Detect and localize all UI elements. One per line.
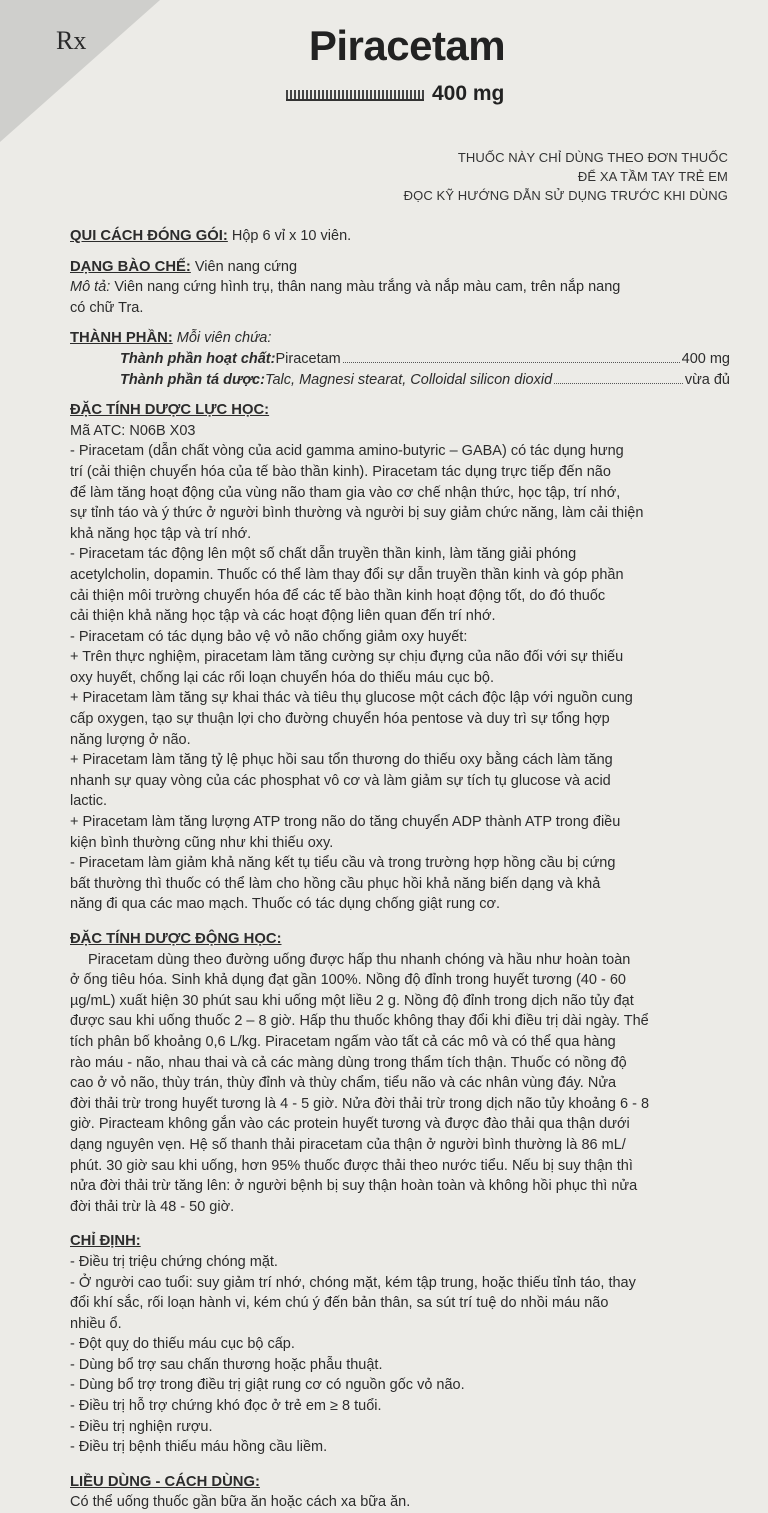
text-line: - Điều trị bệnh thiếu máu hồng cầu liềm. bbox=[70, 1439, 328, 1456]
text-line: - Điều trị triệu chứng chóng mặt. bbox=[70, 1253, 278, 1270]
form-heading: DẠNG BÀO CHẾ: bbox=[70, 258, 191, 275]
text-line: oxy huyết, chống lại các rối loạn chuyển hóa do thiếu máu cục bộ. bbox=[70, 669, 494, 686]
text-line: acetylcholin, dopamin. Thuốc có thể làm thay đổi sự dẫn truyền thần kinh và góp phần bbox=[70, 566, 624, 583]
text-line: bất thường thì thuốc có thể làm cho hồng cầu phục hồi khả năng biến dạng và khả bbox=[70, 875, 601, 892]
text-line: tích phân bố khoảng 0,6 L/kg. Piracetam ngấm vào tất cả các mô và có thể qua hàng bbox=[70, 1033, 616, 1050]
packaging-line bbox=[70, 226, 730, 247]
active-amount: 400 mg bbox=[681, 350, 730, 367]
text-line: - Dùng bổ trợ trong điều trị giật rung cơ có nguồn gốc vỏ não. bbox=[70, 1377, 465, 1394]
text-line: - Ở người cao tuổi: suy giảm trí nhớ, chóng mặt, kém tập trung, hoặc thiếu tỉnh táo, thay bbox=[70, 1274, 636, 1291]
text-line: để làm tăng hoạt động của vùng não tham gia vào cơ chế nhận thức, học tập, trí nhớ, bbox=[70, 484, 621, 501]
text-line: trí (cải thiện chuyển hóa của tế bào thần kinh). Piracetam tác dụng trực tiếp đến não bbox=[70, 463, 611, 480]
form-value: Viên nang cứng bbox=[190, 258, 298, 275]
excipient-label: Thành phần tá dược: bbox=[120, 371, 265, 388]
active-ingredient-row bbox=[70, 349, 730, 370]
text-line: giờ. Piracteam không gắn vào các protein huyết tương và được đào thải qua thận dưới bbox=[70, 1116, 630, 1133]
text-line: nhiều ổ. bbox=[70, 1315, 122, 1332]
warnings-block bbox=[404, 148, 728, 205]
dosage-body bbox=[70, 1492, 730, 1513]
text-line: năng đi qua các mao mạch. Thuốc có tác dụng chống giật rung cơ. bbox=[70, 896, 501, 913]
text-line: Có thể uống thuốc gần bữa ăn hoặc cách xa bữa ăn. bbox=[70, 1494, 411, 1511]
composition-line bbox=[70, 328, 730, 349]
text-line: lactic. bbox=[70, 793, 108, 810]
leaflet-content bbox=[70, 226, 730, 1513]
indications-heading bbox=[70, 1231, 730, 1252]
dose-row bbox=[286, 82, 526, 108]
text-line: dạng nguyên vẹn. Hệ số thanh thải piracetam của thận ở người bình thường là 86 mL/ bbox=[70, 1136, 626, 1153]
text-line: cải thiện khả năng học tập và các hoạt động liên quan đến trí nhớ. bbox=[70, 608, 496, 625]
warning-line: THUỐC NÀY CHỈ DÙNG THEO ĐƠN THUỐC bbox=[457, 150, 728, 165]
drug-title: Piracetam bbox=[308, 22, 506, 69]
text-line: + Trên thực nghiệm, piracetam làm tăng cường sự chịu đựng của não đối với sự thiếu bbox=[70, 649, 624, 666]
text-line: - Piracetam làm giảm khả năng kết tụ tiểu cầu và trong trường hợp hồng cầu bị cứng bbox=[70, 855, 616, 872]
text-line: khả năng học tập và trí nhớ. bbox=[70, 525, 252, 542]
active-name: Piracetam bbox=[275, 350, 341, 367]
text-line: được sau khi uống thuốc 2 – 8 giờ. Hấp thu thuốc không thay đổi khi điều trị dài ngày. Thể bbox=[70, 1013, 649, 1030]
text-line: - Điều trị hỗ trợ chứng khó đọc ở trẻ em ≥ 8 tuổi. bbox=[70, 1398, 382, 1415]
text-line: nửa đời thải trừ tăng lên: ở người bệnh bị suy thận hoàn toàn và không hồi phục thì nửa bbox=[70, 1178, 638, 1195]
dot-leader bbox=[554, 371, 683, 384]
section-heading: ĐẶC TÍNH DƯỢC ĐỘNG HỌC: bbox=[70, 931, 282, 947]
composition-per-unit: Mỗi viên chứa: bbox=[172, 330, 272, 347]
packaging-value: Hộp 6 vỉ x 10 viên. bbox=[227, 228, 352, 244]
text-line: đời thải trừ là 48 - 50 giờ. bbox=[70, 1198, 235, 1215]
composition-heading: THÀNH PHẦN: bbox=[70, 330, 173, 347]
text-line: - Piracetam có tác dụng bảo vệ vỏ não chống giảm oxy huyết: bbox=[70, 628, 468, 645]
warning-line: ĐỌC KỸ HƯỚNG DẪN SỬ DỤNG TRƯỚC KHI DÙNG bbox=[403, 188, 728, 203]
text-line: µg/mL) xuất hiện 30 phút sau khi uống một liều 2 g. Nồng độ đỉnh trong dịch não tủy đạt bbox=[70, 992, 634, 1009]
packaging-heading: QUI CÁCH ĐÓNG GÓI: bbox=[70, 228, 228, 244]
text-line: sự tỉnh táo và ý thức ở người bình thường và người bị suy giảm chức năng, làm cải thiện bbox=[70, 505, 644, 522]
corner-triangle bbox=[0, 0, 160, 142]
warning-line: ĐỂ XA TẦM TAY TRẺ EM bbox=[577, 169, 728, 184]
text-line: kiện bình thường cũng như khi thiếu oxy. bbox=[70, 834, 334, 851]
form-desc-label: Mô tả: bbox=[70, 279, 111, 296]
pharmacokinetics-body bbox=[70, 950, 730, 1218]
dot-leader bbox=[343, 350, 680, 363]
section-heading: LIỀU DÙNG - CÁCH DÙNG: bbox=[70, 1473, 260, 1490]
text-line: - Điều trị nghiện rượu. bbox=[70, 1418, 213, 1435]
dose-strength: 400 mg bbox=[432, 82, 505, 105]
pharmacodynamics-heading bbox=[70, 400, 730, 421]
text-line: cải thiện môi trường chuyển hóa để các tế bào thần kinh hoạt động tốt, do đó thuốc bbox=[70, 587, 606, 604]
active-label: Thành phần hoạt chất: bbox=[120, 350, 276, 367]
text-line: cao ở vỏ não, thùy trán, thùy đỉnh và thùy chẩm, tiểu não và các nhân vùng đáy. Nửa bbox=[70, 1075, 617, 1092]
excipient-amount: vừa đủ bbox=[684, 371, 730, 388]
text-line: - Đột quỵ do thiếu máu cục bộ cấp. bbox=[70, 1336, 295, 1353]
text-line: đời thải trừ trong huyết tương là 4 - 5 giờ. Nửa đời thải trừ trong dịch não tủy khoảng 6 - 8 bbox=[70, 1095, 650, 1112]
pharmacodynamics-body bbox=[70, 421, 730, 915]
ruler-decoration bbox=[286, 90, 424, 101]
text-line: phút. 30 giờ sau khi uống, hơn 95% thuốc được thải theo nước tiểu. Nếu bị suy thận thì bbox=[70, 1157, 633, 1174]
form-line bbox=[70, 257, 730, 278]
text-line: Piracetam dùng theo đường uống được hấp thu nhanh chóng và hầu như hoàn toàn bbox=[88, 951, 631, 968]
text-line: cấp oxygen, tạo sự thuận lợi cho đường chuyển hóa pentose và duy trì sự tổng hợp bbox=[70, 711, 610, 728]
text-line: + Piracetam làm tăng lượng ATP trong não do tăng chuyển ADP thành ATP trong điều bbox=[70, 814, 621, 831]
pharmacokinetics-heading bbox=[70, 929, 730, 950]
text-line: - Dùng bổ trợ sau chấn thương hoặc phẫu thuật. bbox=[70, 1356, 383, 1373]
text-line: - Piracetam tác động lên một số chất dẫn truyền thần kinh, làm tăng giải phóng bbox=[70, 546, 577, 563]
text-line: nhanh sự quay vòng của các phosphat vô cơ và làm giảm sự tích tụ glucose và acid bbox=[70, 772, 611, 789]
section-heading: CHỈ ĐỊNH: bbox=[70, 1233, 141, 1250]
form-description bbox=[70, 277, 730, 298]
text-line: ở ống tiêu hóa. Sinh khả dụng đạt gần 100%. Nồng độ đỉnh trong huyết tương (40 - 60 bbox=[70, 972, 626, 989]
rx-symbol: Rx bbox=[56, 26, 87, 55]
text-line: + Piracetam làm tăng tỷ lệ phục hồi sau tổn thương do thiếu oxy bằng cách làm tăng bbox=[70, 752, 613, 769]
text-line: rào máu - não, nhau thai và cả các màng dùng trong thẩm tích thận. Thuốc có nồng độ bbox=[70, 1054, 627, 1071]
text-line: + Piracetam làm tăng sự khai thác và tiêu thụ glucose một cách độc lập với nguồn cung bbox=[70, 690, 633, 707]
excipient-row bbox=[70, 370, 730, 391]
text-line: đổi khí sắc, rối loạn hành vi, kém chú ý đến bản thân, sa sút trí tuệ do nhồi máu não bbox=[70, 1295, 609, 1312]
form-desc-text: Viên nang cứng hình trụ, thân nang màu trắng và nắp màu cam, trên nắp nang bbox=[110, 279, 621, 296]
text-line: - Piracetam (dẫn chất vòng của acid gamma amino-butyric – GABA) có tác dụng hưng bbox=[70, 443, 624, 460]
excipient-names: Talc, Magnesi stearat, Colloidal silicon dioxid bbox=[264, 371, 553, 388]
text-line: năng lượng ở não. bbox=[70, 731, 191, 748]
indications-body bbox=[70, 1252, 730, 1458]
dosage-heading bbox=[70, 1472, 730, 1493]
form-description-cont: có chữ Tra. bbox=[70, 299, 144, 316]
section-heading: ĐẶC TÍNH DƯỢC LỰC HỌC: bbox=[70, 402, 270, 419]
text-line: Mã ATC: N06B X03 bbox=[70, 422, 196, 439]
